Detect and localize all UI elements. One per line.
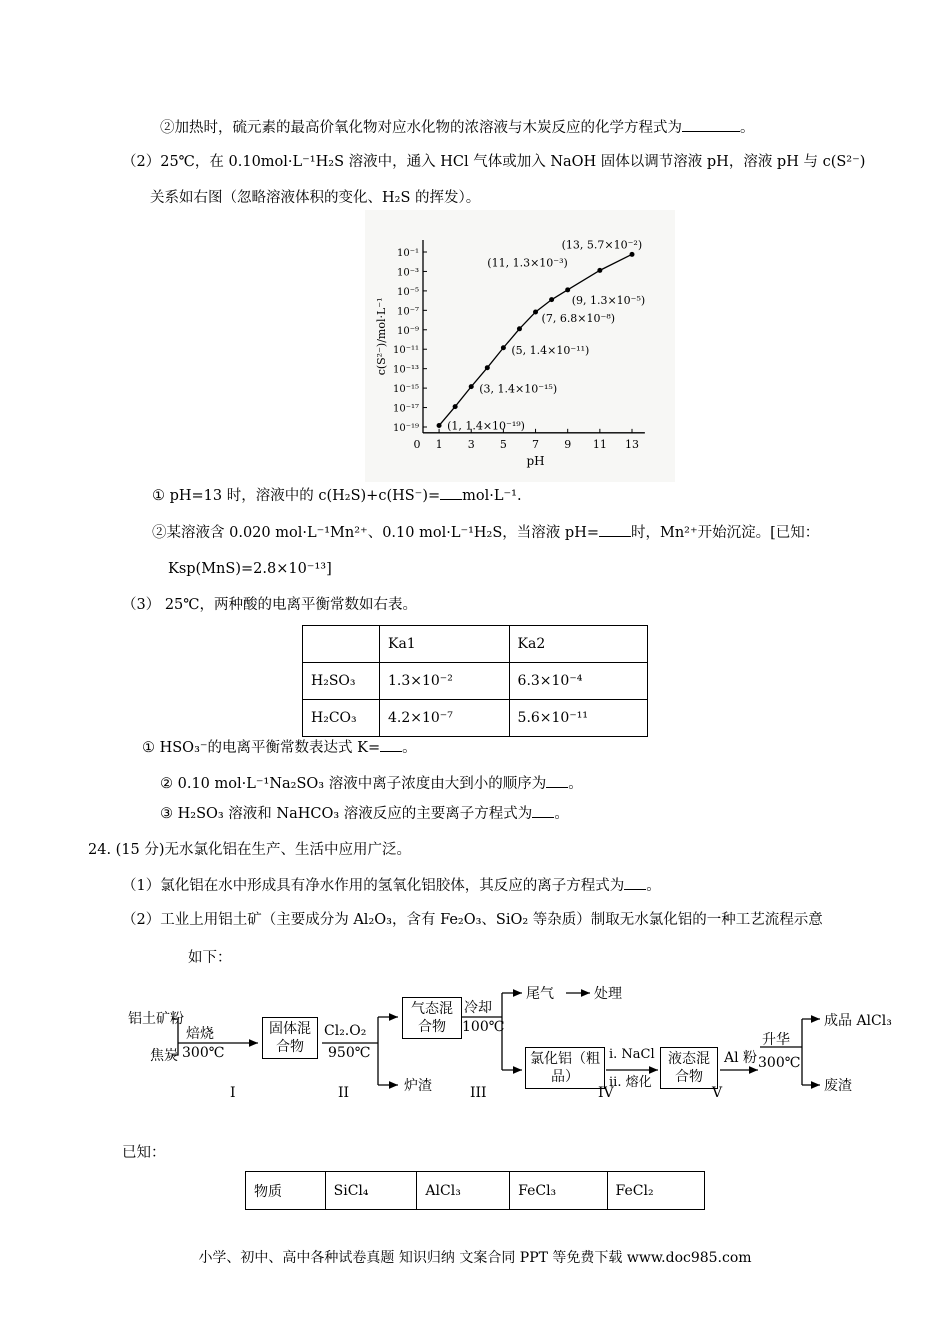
q23-1-2-text: ②加热时，硫元素的最高价氧化物对应水化物的浓溶液与木炭反应的化学方程式为 (160, 120, 682, 136)
q23-3-q1-end: 。 (402, 740, 417, 756)
q23-2-q1-end: mol·L⁻¹. (462, 488, 522, 504)
step1-label: 焙烧 (186, 1026, 214, 1042)
y-axis-label: c(S²⁻)/mol·L⁻¹ (375, 297, 388, 376)
table-cell: 1.3×10⁻² (380, 663, 510, 700)
output-slag: 炉渣 (404, 1078, 432, 1094)
table-cell: FeCl₃ (510, 1172, 607, 1210)
data-point (630, 252, 635, 257)
table-cell: H₂SO₃ (303, 663, 380, 700)
q23-2-q2-end: 时，Mn²⁺开始沉淀。[已知： (631, 525, 820, 541)
box-solid-mixture: 固体混合物 (262, 1017, 318, 1059)
q23-2-line1: （2）25℃，在 0.10mol·L⁻¹H₂S 溶液中，通入 HCl 气体或加入 NaOH 固体以调节溶液 pH，溶液 pH 与 c(S²⁻) (122, 154, 866, 170)
q23-3-q2-text: ② 0.10 mol·L⁻¹Na₂SO₃ 溶液中离子浓度由大到小的顺序为 (160, 776, 547, 792)
data-annotation: (3, 1.4×10⁻¹⁵) (479, 382, 558, 396)
output-tail-gas: 尾气 (526, 986, 554, 1002)
table-cell: 物质 (246, 1172, 326, 1210)
data-annotation: (7, 6.8×10⁻⁸) (541, 311, 616, 325)
y-tick-label: 10⁻¹⁷ (392, 403, 419, 415)
box-liquid-mixture: 液态混合物 (660, 1047, 718, 1089)
x-tick-label: 0 (413, 437, 421, 451)
x-tick-label: 9 (564, 437, 572, 451)
data-point (597, 268, 602, 273)
y-tick-label: 10⁻⁷ (396, 306, 419, 318)
table-cell: AlCl₃ (417, 1172, 510, 1210)
data-point (469, 384, 474, 389)
header-ka1: Ka1 (380, 626, 510, 663)
answer-blank (440, 485, 462, 500)
box-crude-alcl3: 氯化铝（粗品） (525, 1047, 605, 1089)
data-annotation: (9, 1.3×10⁻⁵) (571, 293, 646, 307)
data-annotation: (13, 5.7×10⁻²) (561, 238, 643, 252)
x-axis-label: pH (526, 453, 545, 468)
data-line (439, 254, 632, 425)
output-waste: 废渣 (824, 1078, 852, 1094)
y-tick-label: 10⁻¹⁹ (392, 423, 419, 434)
q23-3-q3-text: ③ H₂SO₃ 溶液和 NaHCO₃ 溶液反应的主要离子方程式为 (160, 806, 533, 822)
x-tick-label: 3 (467, 437, 475, 451)
q23-3-q2-end: 。 (568, 776, 583, 792)
header-ka2: Ka2 (509, 626, 647, 663)
stage-3: III (470, 1085, 487, 1101)
q23-2-q1 (152, 485, 522, 506)
process-flow-diagram (120, 975, 900, 1105)
y-tick-label: 10⁻¹³ (392, 364, 419, 376)
stage-4: IV (598, 1085, 614, 1101)
y-tick-label: 10⁻¹⁵ (392, 384, 419, 396)
data-point (453, 404, 458, 409)
input-bauxite: 铝土矿粉 (128, 1011, 184, 1027)
table-cell: FeCl₂ (607, 1172, 704, 1210)
step3-temp: 100℃ (462, 1019, 505, 1035)
x-tick-label: 7 (532, 437, 540, 451)
x-tick-label: 1 (435, 437, 443, 451)
data-annotation: (5, 1.4×10⁻¹¹) (511, 343, 590, 357)
x-tick-label: 5 (499, 437, 507, 451)
y-tick-label: 10⁻³ (396, 267, 419, 279)
output-product: 成品 AlCl₃ (824, 1013, 892, 1029)
substance-table (245, 1171, 705, 1210)
step2-temp: 950℃ (328, 1045, 371, 1061)
q23-3-intro: （3） 25℃，两种酸的电离平衡常数如右表。 (122, 597, 418, 613)
y-tick-label: 10⁻⁵ (396, 286, 419, 298)
ph-sulfide-chart (365, 210, 675, 482)
step4-melt: ii. 熔化 (609, 1075, 652, 1090)
table-header-row (303, 626, 648, 663)
q23-2-q2-text: ②某溶液含 0.020 mol·L⁻¹Mn²⁺、0.10 mol·L⁻¹H₂S，当溶液 pH= (152, 525, 599, 541)
answer-blank (599, 522, 631, 537)
step4-label: i. NaCl (609, 1047, 655, 1062)
step1-temp: 300℃ (182, 1045, 225, 1061)
q24-2-line2: 如下： (188, 950, 232, 966)
step6-sublimation: 升华 (762, 1032, 790, 1048)
q23-2-ksp: Ksp(MnS)=2.8×10⁻¹³] (168, 561, 332, 577)
y-tick-label: 10⁻¹¹ (392, 345, 419, 357)
known-label: 已知： (122, 1145, 166, 1161)
output-treatment: 处理 (594, 986, 622, 1002)
answer-blank (380, 737, 402, 752)
data-point (517, 326, 522, 331)
table-cell: SiCl₄ (325, 1172, 417, 1210)
q23-1-2 (160, 117, 755, 138)
header-empty (303, 626, 380, 663)
answer-blank (546, 773, 568, 788)
x-tick-label: 13 (625, 437, 639, 451)
answer-blank (624, 875, 646, 890)
box-gas-mixture: 气态混合物 (402, 997, 462, 1039)
data-point (485, 365, 490, 370)
y-tick-label: 10⁻⁹ (396, 325, 419, 337)
y-tick-label: 10⁻¹ (396, 248, 419, 259)
data-point (549, 297, 554, 302)
q23-2-q1-text: ① pH=13 时，溶液中的 c(H₂S)+c(HS⁻)= (152, 488, 441, 504)
table-row (246, 1172, 705, 1210)
q24-1 (122, 875, 661, 896)
table-cell: 5.6×10⁻¹¹ (509, 700, 647, 737)
table-cell: 4.2×10⁻⁷ (380, 700, 510, 737)
data-point (565, 287, 570, 292)
stage-5: V (712, 1085, 723, 1101)
table-row (303, 700, 648, 737)
stage-2: II (338, 1085, 350, 1101)
step3-label: 冷却 (464, 1000, 492, 1016)
table-row (303, 663, 648, 700)
q23-2-q2 (152, 522, 819, 543)
q23-1-2-end: 。 (740, 120, 755, 136)
acid-constant-table (302, 625, 648, 737)
q23-3-q3 (160, 803, 569, 824)
data-point (533, 309, 538, 314)
data-annotation: (1, 1.4×10⁻¹⁹) (447, 419, 525, 433)
q23-3-q2 (160, 773, 583, 794)
step5-al-powder: Al 粉 (724, 1050, 758, 1066)
q23-3-q3-end: 。 (554, 806, 569, 822)
x-tick-label: 11 (592, 437, 607, 451)
stage-1: I (230, 1085, 236, 1101)
data-point (501, 345, 506, 350)
q24-2-line1: （2）工业上用铝土矿（主要成分为 Al₂O₃，含有 Fe₂O₃、SiO₂ 等杂质）制取无水氯化铝的一种工艺流程示意 (122, 912, 823, 928)
footer: 小学、初中、高中各种试卷真题 知识归纳 文案合同 PPT 等免费下载 www.doc985.com (198, 1250, 752, 1266)
q24-1-end: 。 (646, 878, 661, 894)
data-annotation: (11, 1.3×10⁻³) (487, 256, 568, 270)
q24-1-text: （1）氯化铝在水中形成具有净水作用的氢氧化铝胶体，其反应的离子方程式为 (122, 878, 625, 894)
q23-2-line2: 关系如右图（忽略溶液体积的变化、H₂S 的挥发）。 (150, 190, 481, 206)
input-coke: 焦炭 (150, 1048, 178, 1064)
q23-3-q1 (142, 737, 417, 758)
q23-3-q1-text: ① HSO₃⁻的电离平衡常数表达式 K= (142, 740, 381, 756)
answer-blank (532, 803, 554, 818)
table-cell: 6.3×10⁻⁴ (509, 663, 647, 700)
step6-temp: 300℃ (758, 1055, 801, 1071)
step2-label: Cl₂.O₂ (324, 1023, 367, 1039)
q24-title: 24. (15 分)无水氯化铝在生产、生活中应用广泛。 (88, 842, 412, 858)
data-point (437, 423, 442, 428)
answer-blank (682, 117, 740, 132)
table-cell: H₂CO₃ (303, 700, 380, 737)
